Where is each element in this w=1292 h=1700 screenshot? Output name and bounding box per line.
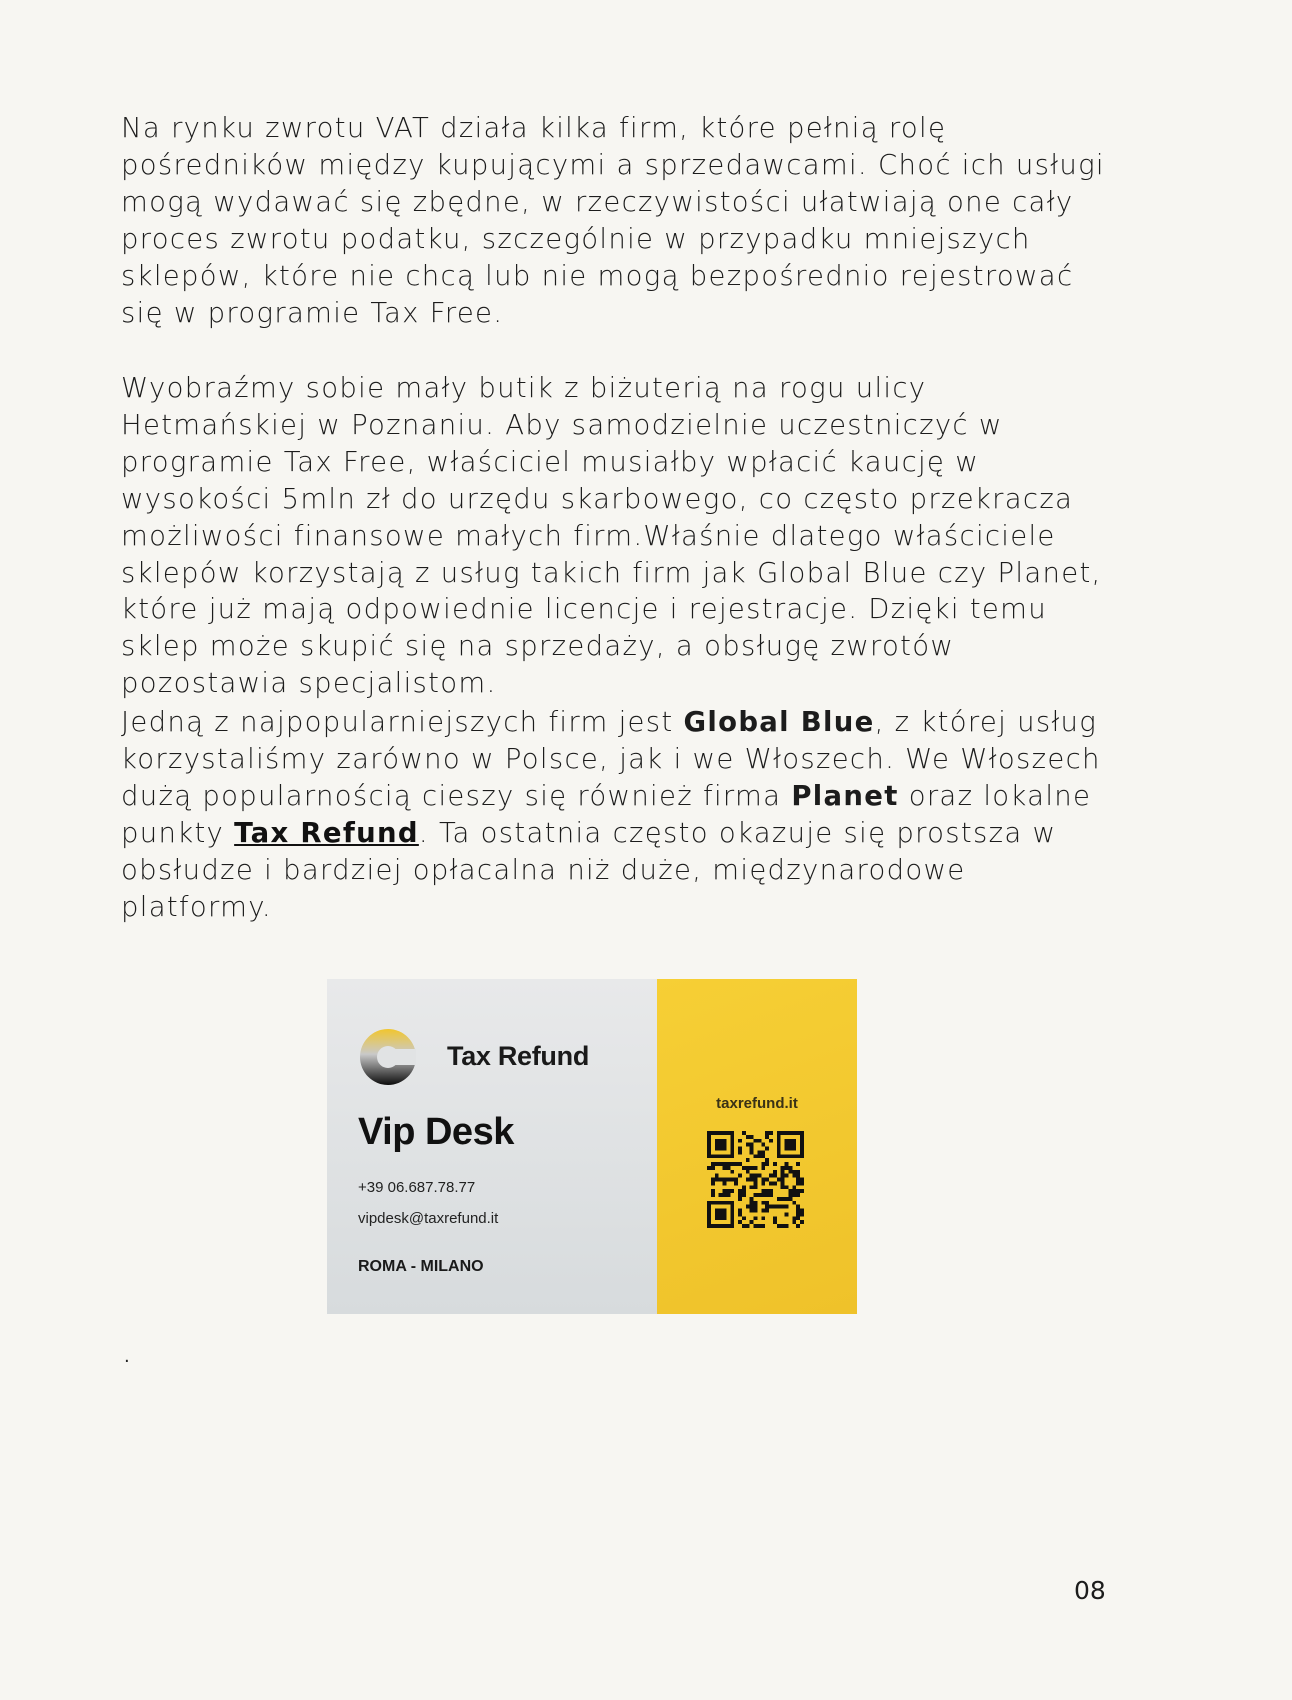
paragraph-example: Wyobraźmy sobie mały butik z biżuterią na rogu ulicy Hetmańskiej w Poznaniu. Aby samodzielnie uczestniczyć w programie Tax Free, właściciel musiałby wpłacić kaucję w wysokości 5mln zł do urzędu skarbowego, co często przekracza możliwości finansowe małych firm.Właśnie dlatego właściciele sklepów korzystają z usług takich firm jak Global Blue czy Planet, które już mają odpowiednie licencje i rejestracje. Dzięki temu sklep może skupić się na sprzedaży, a obsługę zwrotów pozostawia specjalistom. bbox=[121, 372, 1102, 700]
company-planet: Planet bbox=[791, 779, 899, 812]
card-title: Vip Desk bbox=[358, 1111, 514, 1153]
card-phone: +39 06.687.78.77 bbox=[358, 1179, 476, 1196]
card-white-panel bbox=[327, 979, 657, 1314]
text-segment: . Ta ostatnia często okazuje się prostsza w obsłudze i bardziej opłacalna niż duże, międzynarodowe platformy. bbox=[121, 816, 1057, 923]
card-cities: ROMA - MILANO bbox=[358, 1258, 484, 1275]
paragraph-companies bbox=[121, 704, 1121, 925]
card-email: vipdesk@taxrefund.it bbox=[358, 1210, 499, 1227]
card-yellow-panel bbox=[657, 979, 857, 1314]
tax-refund-link[interactable]: Tax Refund bbox=[234, 816, 419, 849]
paragraph-intro: Na rynku zwrotu VAT działa kilka firm, które pełnią rolę pośredników między kupującymi a sprzedawcami. Choć ich usługi mogą wydawać się zbędne, w rzeczywistości ułatwiają one cały proces zwrotu podatku, szczególnie w przypadku mniejszych sklepów, które nie chcą lub nie mogą bezpośrednio rejestrować się w programie Tax Free. bbox=[121, 112, 1105, 329]
page-number: 08 bbox=[1074, 1576, 1106, 1605]
stray-dot: . bbox=[124, 1346, 130, 1367]
text-segment: Jedną z najpopularniejszych firm jest bbox=[121, 706, 684, 738]
text-segment: oraz lokalne punkty bbox=[121, 779, 1092, 849]
business-card-photo bbox=[327, 979, 857, 1314]
company-global-blue: Global Blue bbox=[683, 706, 875, 738]
card-brand-name: Tax Refund bbox=[447, 1041, 590, 1071]
tax-refund-logo-icon bbox=[360, 1021, 416, 1091]
text-segment: , z której usług korzystaliśmy zarówno w Polsce, jak i we Włoszech. We Włoszech dużą popularnością cieszy się również firma bbox=[121, 706, 1101, 812]
qr-code-icon bbox=[707, 1131, 804, 1228]
card-website: taxrefund.it bbox=[716, 1095, 798, 1112]
